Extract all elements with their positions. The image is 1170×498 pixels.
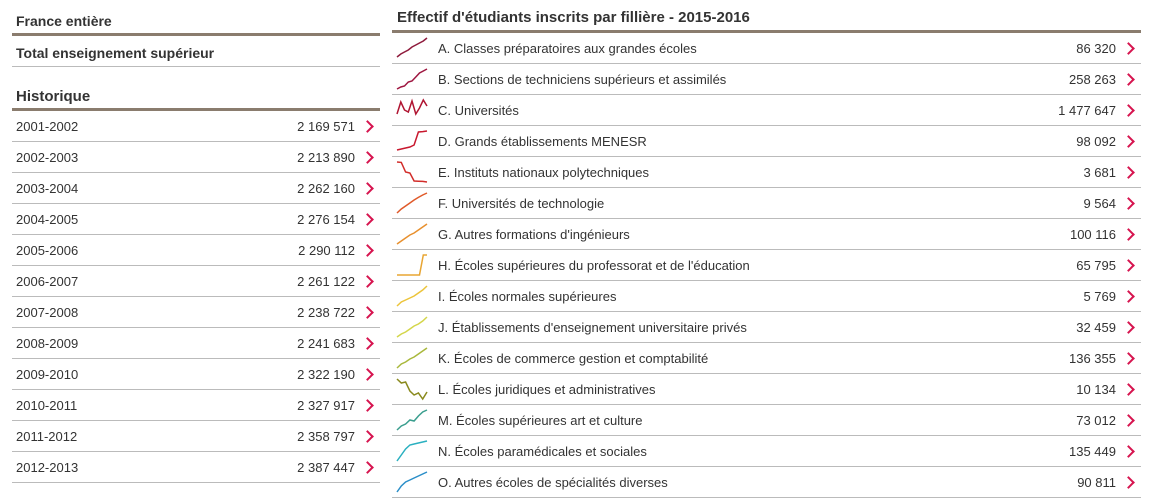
filiere-label: O. Autres écoles de spécialités diverses [438, 474, 668, 490]
trend-sparkline-icon [396, 315, 428, 339]
chevron-right-icon[interactable] [1122, 42, 1135, 55]
history-value: 2 276 154 [297, 211, 355, 227]
filiere-row[interactable] [392, 64, 1141, 95]
chevron-right-icon[interactable] [361, 275, 374, 288]
scope-title: Total enseignement supérieur [12, 36, 380, 67]
history-row[interactable] [12, 235, 380, 266]
history-year: 2002-2003 [16, 149, 79, 165]
chevron-right-icon[interactable] [1122, 104, 1135, 117]
history-year: 2009-2010 [16, 366, 79, 382]
chevron-right-icon[interactable] [1122, 414, 1135, 427]
history-row[interactable] [12, 142, 380, 173]
sparkline-path [397, 38, 427, 57]
filiere-value: 86 320 [1076, 40, 1116, 56]
filiere-row[interactable] [392, 219, 1141, 250]
chevron-right-icon[interactable] [1122, 383, 1135, 396]
trend-sparkline-icon [396, 222, 428, 246]
chevron-right-icon[interactable] [1122, 73, 1135, 86]
filiere-row[interactable] [392, 188, 1141, 219]
filiere-row[interactable] [392, 33, 1141, 64]
chevron-right-icon[interactable] [361, 337, 374, 350]
history-year: 2003-2004 [16, 180, 79, 196]
trend-sparkline-icon [396, 470, 428, 494]
history-value: 2 290 112 [298, 242, 355, 258]
filiere-row[interactable] [392, 405, 1141, 436]
chevron-right-icon[interactable] [361, 461, 374, 474]
filiere-list [392, 33, 1141, 498]
history-year: 2004-2005 [16, 211, 79, 227]
chevron-right-icon[interactable] [1122, 166, 1135, 179]
history-value: 2 387 447 [297, 459, 355, 475]
sparkline-path [397, 379, 427, 399]
filiere-row[interactable] [392, 157, 1141, 188]
sparkline-path [397, 255, 427, 275]
history-value: 2 358 797 [297, 428, 355, 444]
history-row[interactable] [12, 328, 380, 359]
filiere-row[interactable] [392, 343, 1141, 374]
filiere-value: 5 769 [1083, 288, 1116, 304]
filiere-value: 9 564 [1083, 195, 1116, 211]
sparkline-path [397, 162, 427, 182]
history-row[interactable] [12, 297, 380, 328]
history-year: 2011-2012 [16, 428, 78, 444]
history-value: 2 327 917 [297, 397, 355, 413]
filiere-label: K. Écoles de commerce gestion et comptabilité [438, 350, 709, 366]
filiere-value: 3 681 [1083, 164, 1116, 180]
filiere-label: H. Écoles supérieures du professorat et de l'éducation [438, 257, 750, 273]
filiere-label: C. Universités [438, 102, 519, 118]
history-row[interactable] [12, 452, 380, 483]
trend-sparkline-icon [396, 346, 428, 370]
filiere-value: 32 459 [1076, 319, 1116, 335]
history-row[interactable] [12, 421, 380, 452]
filiere-row[interactable] [392, 467, 1141, 498]
history-row[interactable] [12, 204, 380, 235]
filiere-label: I. Écoles normales supérieures [438, 288, 617, 304]
history-year: 2012-2013 [16, 459, 79, 475]
trend-sparkline-icon [396, 160, 428, 184]
trend-sparkline-icon [396, 377, 428, 401]
history-value: 2 213 890 [297, 149, 355, 165]
filiere-label: L. Écoles juridiques et administratives [438, 381, 656, 397]
trend-sparkline-icon [396, 67, 428, 91]
chevron-right-icon[interactable] [361, 430, 374, 443]
filiere-value: 1 477 647 [1058, 102, 1116, 118]
chevron-right-icon[interactable] [1122, 445, 1135, 458]
filiere-row[interactable] [392, 126, 1141, 157]
history-year: 2007-2008 [16, 304, 79, 320]
chevron-right-icon[interactable] [361, 120, 374, 133]
filiere-row[interactable] [392, 281, 1141, 312]
chevron-right-icon[interactable] [1122, 259, 1135, 272]
history-row[interactable] [12, 390, 380, 421]
sparkline-path [397, 286, 427, 306]
filiere-row[interactable] [392, 374, 1141, 405]
filiere-table-title: Effectif d'étudiants inscrits par fillière - 2015-2016 [392, 0, 1141, 33]
history-title: Historique [12, 67, 380, 111]
chevron-right-icon[interactable] [1122, 228, 1135, 241]
chevron-right-icon[interactable] [361, 399, 374, 412]
history-row[interactable] [12, 359, 380, 390]
trend-sparkline-icon [396, 98, 428, 122]
filiere-value: 73 012 [1076, 412, 1116, 428]
filiere-label: E. Instituts nationaux polytechniques [438, 164, 650, 180]
trend-sparkline-icon [396, 439, 428, 463]
chevron-right-icon[interactable] [361, 244, 374, 257]
filiere-value: 136 355 [1069, 350, 1116, 366]
filiere-value: 10 134 [1076, 381, 1116, 397]
filiere-label: G. Autres formations d'ingénieurs [438, 226, 630, 242]
chevron-right-icon[interactable] [1122, 321, 1135, 334]
chevron-right-icon[interactable] [361, 182, 374, 195]
sparkline-path [397, 348, 427, 368]
trend-sparkline-icon [396, 253, 428, 277]
chevron-right-icon[interactable] [1122, 352, 1135, 365]
filiere-value: 98 092 [1076, 133, 1116, 149]
history-value: 2 262 160 [297, 180, 355, 196]
sparkline-path [397, 100, 427, 114]
history-value: 2 241 683 [297, 335, 355, 351]
history-row[interactable] [12, 173, 380, 204]
filiere-value: 65 795 [1076, 257, 1116, 273]
filiere-label: D. Grands établissements MENESR [438, 133, 647, 149]
left-panel [12, 0, 380, 483]
history-year: 2006-2007 [16, 273, 79, 289]
trend-sparkline-icon [396, 36, 428, 60]
sparkline-path [397, 131, 427, 150]
history-year: 2005-2006 [16, 242, 79, 258]
filiere-value: 135 449 [1069, 443, 1116, 459]
chevron-right-icon[interactable] [361, 368, 374, 381]
filiere-label: N. Écoles paramédicales et sociales [438, 443, 647, 459]
trend-sparkline-icon [396, 408, 428, 432]
history-value: 2 322 190 [297, 366, 355, 382]
filiere-label: J. Établissements d'enseignement universitaire privés [438, 319, 747, 335]
filiere-row[interactable] [392, 436, 1141, 467]
history-row[interactable] [12, 111, 380, 142]
chevron-right-icon[interactable] [1122, 476, 1135, 489]
sparkline-path [397, 441, 427, 461]
sparkline-path [397, 69, 427, 89]
filiere-row[interactable] [392, 250, 1141, 281]
history-value: 2 261 122 [297, 273, 355, 289]
sparkline-path [397, 193, 427, 213]
history-value: 2 238 722 [297, 304, 355, 320]
chevron-right-icon[interactable] [361, 306, 374, 319]
filiere-label: M. Écoles supérieures art et culture [438, 412, 643, 428]
region-title: France entière [12, 0, 380, 36]
sparkline-path [397, 317, 427, 337]
sparkline-path [397, 224, 427, 244]
right-panel [392, 0, 1141, 498]
history-year: 2001-2002 [16, 118, 79, 134]
sparkline-path [397, 410, 427, 430]
history-row[interactable] [12, 266, 380, 297]
trend-sparkline-icon [396, 191, 428, 215]
history-value: 2 169 571 [297, 118, 355, 134]
chevron-right-icon[interactable] [361, 213, 374, 226]
filiere-label: A. Classes préparatoires aux grandes écoles [438, 40, 697, 56]
history-list [12, 111, 380, 483]
filiere-value: 100 116 [1069, 226, 1116, 242]
filiere-label: B. Sections de techniciens supérieurs et assimilés [438, 71, 727, 87]
chevron-right-icon[interactable] [361, 151, 374, 164]
filiere-row[interactable] [392, 95, 1141, 126]
chevron-right-icon[interactable] [1122, 290, 1135, 303]
filiere-row[interactable] [392, 312, 1141, 343]
filiere-value: 90 811 [1077, 474, 1116, 490]
filiere-value: 258 263 [1069, 71, 1116, 87]
trend-sparkline-icon [396, 284, 428, 308]
trend-sparkline-icon [396, 129, 428, 153]
chevron-right-icon[interactable] [1122, 135, 1135, 148]
history-year: 2008-2009 [16, 335, 79, 351]
filiere-label: F. Universités de technologie [438, 195, 605, 211]
sparkline-path [397, 472, 427, 492]
chevron-right-icon[interactable] [1122, 197, 1135, 210]
history-year: 2010-2011 [16, 397, 78, 413]
